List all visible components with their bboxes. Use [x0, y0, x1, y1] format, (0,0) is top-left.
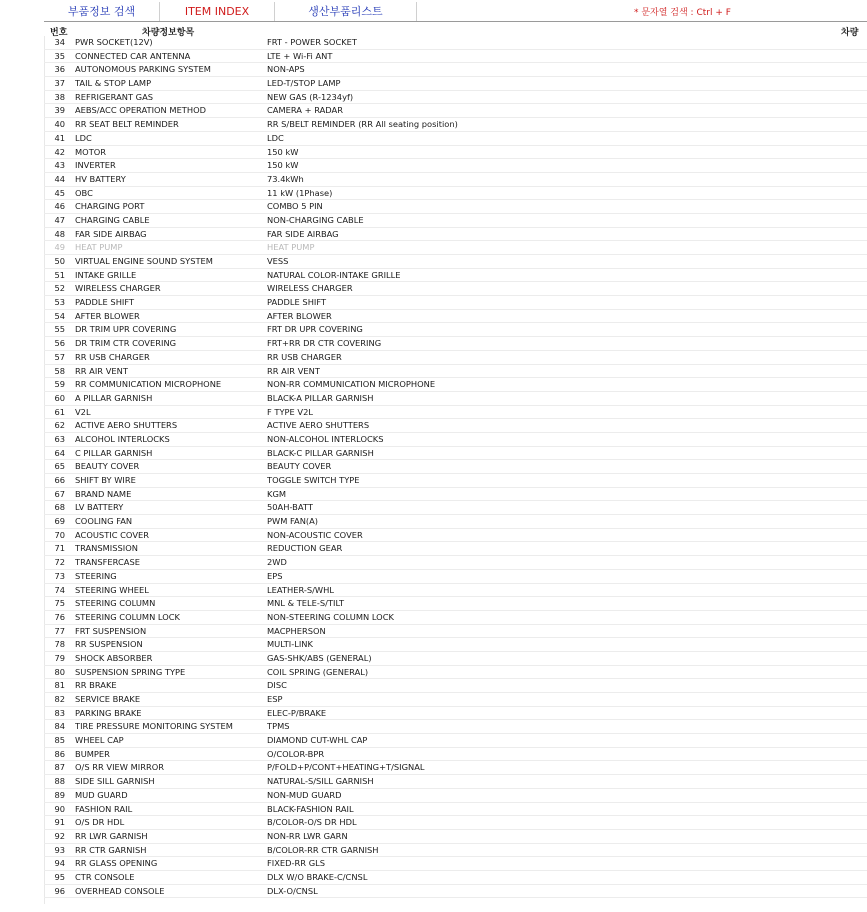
- row-number: 38: [54, 91, 65, 102]
- row-number: 95: [54, 871, 65, 882]
- row-item-name: OVERHEAD CONSOLE: [75, 885, 165, 896]
- row-item-value: LED-T/STOP LAMP: [267, 78, 341, 89]
- row-number: 50: [54, 256, 65, 266]
- table-row[interactable]: [44, 200, 867, 214]
- row-item-value: PWM FAN(A): [267, 516, 319, 527]
- row-item-name: CTR CONSOLE: [75, 871, 135, 882]
- table-row[interactable]: [44, 104, 867, 118]
- table-row[interactable]: [44, 282, 867, 296]
- row-item-name: O/S RR VIEW MIRROR: [75, 762, 165, 773]
- row-item-value: MNL & TELE-S/TILT: [267, 598, 345, 609]
- row-item-name: SIDE SILL GARNISH: [75, 776, 155, 787]
- table-row[interactable]: [44, 187, 867, 201]
- row-item-value: NEW GAS (R-1234yf): [267, 91, 354, 102]
- row-item-value: B/COLOR-O/S DR HDL: [267, 817, 357, 828]
- row-number: 76: [54, 611, 65, 622]
- row-item-name: BEAUTY COVER: [75, 461, 140, 472]
- row-number: 84: [54, 721, 65, 732]
- row-item-value: RR USB CHARGER: [267, 351, 342, 362]
- row-item-value: COIL SPRING (GENERAL): [267, 666, 369, 677]
- row-number: 85: [54, 735, 65, 746]
- row-item-value: FRT DR UPR COVERING: [267, 324, 363, 335]
- table-row[interactable]: [44, 214, 867, 228]
- row-item-name: AUTONOMOUS PARKING SYSTEM: [75, 64, 211, 75]
- row-item-value: DLX W/O BRAKE-C/CNSL: [267, 871, 368, 882]
- row-number: 64: [54, 447, 65, 458]
- row-item-value: BLACK-A PILLAR GARNISH: [267, 392, 374, 403]
- row-number: 82: [54, 694, 65, 704]
- table-row[interactable]: [44, 36, 867, 50]
- row-item-name: RR GLASS OPENING: [75, 858, 158, 869]
- row-item-name: RR LWR GARNISH: [75, 830, 148, 841]
- row-number: 71: [54, 543, 65, 554]
- row-item-name: INTAKE GRILLE: [75, 269, 137, 280]
- row-number: 96: [54, 885, 65, 896]
- row-item-value: DLX-O/CNSL: [267, 885, 318, 896]
- row-item-name: AEBS/ACC OPERATION METHOD: [75, 105, 207, 116]
- table-row[interactable]: [44, 241, 867, 255]
- table-row[interactable]: [44, 488, 867, 502]
- table-row[interactable]: [44, 419, 867, 433]
- row-number: 86: [54, 748, 65, 759]
- row-item-name: WIRELESS CHARGER: [75, 283, 161, 294]
- row-item-value: BLACK-C PILLAR GARNISH: [267, 447, 374, 458]
- row-item-name: TAIL & STOP LAMP: [75, 78, 152, 89]
- row-number: 78: [54, 639, 65, 650]
- table-row[interactable]: [44, 803, 867, 817]
- row-number: 83: [54, 707, 65, 718]
- row-item-name: SERVICE BRAKE: [75, 694, 141, 704]
- row-item-value: AFTER BLOWER: [267, 310, 332, 321]
- row-item-value: 50AH-BATT: [267, 502, 313, 513]
- row-number: 46: [54, 201, 65, 212]
- row-number: 92: [54, 830, 65, 841]
- row-item-name: AFTER BLOWER: [75, 310, 140, 321]
- table-row[interactable]: [44, 132, 867, 146]
- table-row[interactable]: [44, 885, 867, 899]
- row-number: 81: [54, 680, 65, 691]
- row-item-value: MULTI-LINK: [267, 639, 313, 650]
- row-item-value: NON-ALCOHOL INTERLOCKS: [267, 433, 384, 444]
- row-item-value: LTE + Wi-Fi ANT: [267, 50, 333, 61]
- row-item-value: NON-RR LWR GARN: [267, 830, 348, 841]
- table-row[interactable]: [44, 50, 867, 64]
- row-item-value: NON-CHARGING CABLE: [267, 214, 364, 225]
- tab-bar: [44, 2, 867, 22]
- row-item-value: DIAMOND CUT-WHL CAP: [267, 735, 368, 746]
- row-item-value: TOGGLE SWITCH TYPE: [267, 475, 360, 485]
- table-row[interactable]: [44, 269, 867, 283]
- column-header-item: 차량정보항목: [142, 28, 195, 38]
- row-number: 88: [54, 776, 65, 787]
- row-item-name: RR CTR GARNISH: [75, 844, 147, 855]
- row-number: 66: [54, 475, 65, 485]
- row-item-name: WHEEL CAP: [75, 735, 124, 746]
- row-item-value: NON-STEERING COLUMN LOCK: [267, 611, 394, 622]
- table-row[interactable]: [44, 529, 867, 543]
- table-row[interactable]: [44, 378, 867, 392]
- row-item-value: 150 kW: [267, 146, 299, 157]
- row-item-name: VIRTUAL ENGINE SOUND SYSTEM: [75, 256, 213, 266]
- row-item-value: HEAT PUMP: [267, 242, 315, 253]
- row-item-value: KGM: [267, 488, 287, 499]
- table-row[interactable]: [44, 337, 867, 351]
- row-item-value: 2WD: [267, 557, 287, 568]
- table-row[interactable]: [44, 830, 867, 844]
- table-row[interactable]: [44, 77, 867, 91]
- row-item-name: BUMPER: [75, 748, 110, 759]
- table-row[interactable]: [44, 365, 867, 379]
- row-item-name: TIRE PRESSURE MONITORING SYSTEM: [75, 721, 233, 732]
- row-item-name: DR TRIM CTR COVERING: [75, 338, 177, 349]
- table-row[interactable]: [44, 63, 867, 77]
- row-number: 44: [54, 173, 65, 184]
- row-item-name: PARKING BRAKE: [75, 707, 142, 718]
- table-row[interactable]: [44, 775, 867, 789]
- table-row[interactable]: [44, 597, 867, 611]
- row-item-name: REFRIGERANT GAS: [75, 91, 154, 102]
- row-number: 34: [54, 37, 65, 47]
- table-row[interactable]: [44, 638, 867, 652]
- row-item-name: COOLING FAN: [75, 516, 133, 527]
- table-row[interactable]: [44, 679, 867, 693]
- row-item-name: V2L: [75, 406, 91, 417]
- row-item-name: C PILLAR GARNISH: [75, 447, 153, 458]
- row-number: 48: [54, 228, 65, 239]
- table-row[interactable]: [44, 460, 867, 474]
- row-number: 45: [54, 187, 65, 198]
- row-item-value: EPS: [267, 570, 283, 581]
- row-item-value: NATURAL-S/SILL GARNISH: [267, 776, 374, 787]
- row-item-value: O/COLOR-BPR: [267, 748, 325, 759]
- row-number: 75: [54, 598, 65, 609]
- row-number: 72: [54, 557, 65, 568]
- row-item-name: CHARGING PORT: [75, 201, 145, 212]
- row-item-name: RR AIR VENT: [75, 365, 128, 376]
- row-number: 47: [54, 214, 65, 225]
- row-item-name: TRANSMISSION: [75, 543, 138, 554]
- row-number: 59: [54, 379, 65, 390]
- row-item-value: BEAUTY COVER: [267, 461, 332, 472]
- row-number: 79: [54, 652, 65, 663]
- row-item-name: RR BRAKE: [75, 680, 117, 691]
- row-item-value: 150 kW: [267, 160, 299, 171]
- row-item-name: MUD GUARD: [75, 789, 128, 800]
- row-number: 36: [54, 64, 65, 75]
- row-item-name: MOTOR: [75, 146, 107, 157]
- row-number: 54: [54, 310, 65, 321]
- table-row[interactable]: [44, 584, 867, 598]
- table-row[interactable]: [44, 857, 867, 871]
- row-item-value: TPMS: [267, 721, 290, 732]
- table-row[interactable]: [44, 351, 867, 365]
- row-item-value: LEATHER-S/WHL: [267, 584, 334, 595]
- row-item-name: SHOCK ABSORBER: [75, 652, 153, 663]
- row-item-name: BRAND NAME: [75, 488, 132, 499]
- row-item-name: DR TRIM UPR COVERING: [75, 324, 177, 335]
- row-number: 68: [54, 502, 65, 513]
- row-item-name: STEERING WHEEL: [75, 584, 149, 595]
- table-row[interactable]: [44, 542, 867, 556]
- table-row[interactable]: [44, 625, 867, 639]
- row-item-name: RR SEAT BELT REMINDER: [75, 119, 179, 130]
- row-item-value: 73.4kWh: [267, 173, 304, 184]
- row-item-value: DISC: [267, 680, 287, 691]
- row-number: 70: [54, 529, 65, 540]
- tab-item-index[interactable]: ITEM INDEX: [160, 2, 275, 21]
- row-number: 65: [54, 461, 65, 472]
- row-item-value: LDC: [267, 132, 284, 143]
- row-item-value: MACPHERSON: [267, 625, 326, 636]
- table-row[interactable]: [44, 255, 867, 269]
- row-item-name: SHIFT BY WIRE: [75, 475, 136, 485]
- row-item-value: NON-RR COMMUNICATION MICROPHONE: [267, 379, 436, 390]
- table-row[interactable]: [44, 789, 867, 803]
- row-item-value: ELEC-P/BRAKE: [267, 707, 327, 718]
- table-row[interactable]: [44, 310, 867, 324]
- table-row[interactable]: [44, 173, 867, 187]
- table-row[interactable]: [44, 515, 867, 529]
- table-row[interactable]: [44, 91, 867, 105]
- row-number: 37: [54, 78, 65, 89]
- row-number: 63: [54, 433, 65, 444]
- table-row[interactable]: [44, 816, 867, 830]
- row-item-value: GAS-SHK/ABS (GENERAL): [267, 652, 372, 663]
- column-header-vehicle: 차량: [841, 28, 859, 38]
- row-item-value: NON-ACOUSTIC COVER: [267, 529, 363, 540]
- row-item-name: FAR SIDE AIRBAG: [75, 228, 147, 239]
- row-number: 90: [54, 803, 65, 814]
- row-item-name: RR COMMUNICATION MICROPHONE: [75, 379, 222, 390]
- row-item-name: ACOUSTIC COVER: [75, 529, 149, 540]
- row-item-value: WIRELESS CHARGER: [267, 283, 353, 294]
- row-number: 60: [54, 392, 65, 403]
- table-row[interactable]: [44, 611, 867, 625]
- row-number: 42: [54, 146, 65, 157]
- table-row[interactable]: [44, 871, 867, 885]
- row-number: 67: [54, 488, 65, 499]
- row-number: 94: [54, 858, 65, 869]
- row-item-value: P/FOLD+P/CONT+HEATING+T/SIGNAL: [267, 762, 425, 773]
- row-number: 51: [54, 269, 65, 280]
- row-item-name: CHARGING CABLE: [75, 214, 150, 225]
- table-row[interactable]: [44, 406, 867, 420]
- row-item-value: FIXED-RR GLS: [267, 858, 326, 869]
- row-item-value: NATURAL COLOR-INTAKE GRILLE: [267, 269, 401, 280]
- row-item-name: CONNECTED CAR ANTENNA: [75, 50, 191, 61]
- row-item-name: FRT SUSPENSION: [75, 625, 147, 636]
- row-item-name: OBC: [75, 187, 93, 198]
- tab-production-parts[interactable]: 생산부품리스트: [275, 2, 417, 21]
- row-item-value: PADDLE SHIFT: [267, 297, 327, 308]
- table-row[interactable]: [44, 666, 867, 680]
- row-number: 93: [54, 844, 65, 855]
- table-row[interactable]: [44, 433, 867, 447]
- column-header-number: 번호: [50, 28, 68, 38]
- row-item-name: TRANSFERCASE: [75, 557, 140, 568]
- table-row[interactable]: [44, 707, 867, 721]
- row-item-name: INVERTER: [75, 160, 116, 171]
- row-item-value: FAR SIDE AIRBAG: [267, 228, 339, 239]
- row-item-name: STEERING COLUMN: [75, 598, 156, 609]
- row-item-name: HV BATTERY: [75, 173, 126, 184]
- row-item-name: LV BATTERY: [75, 502, 124, 513]
- row-item-name: PADDLE SHIFT: [75, 297, 135, 308]
- table-row[interactable]: [44, 296, 867, 310]
- row-number: 41: [54, 132, 65, 143]
- row-number: 55: [54, 324, 65, 335]
- table-row[interactable]: [44, 556, 867, 570]
- row-item-value: REDUCTION GEAR: [267, 543, 343, 554]
- row-item-value: 11 kW (1Phase): [267, 187, 333, 198]
- row-item-value: ESP: [267, 694, 283, 704]
- row-number: 80: [54, 666, 65, 677]
- row-number: 57: [54, 351, 65, 362]
- table-row[interactable]: [44, 447, 867, 461]
- row-number: 43: [54, 160, 65, 171]
- row-item-value: FRT - POWER SOCKET: [267, 37, 357, 47]
- row-item-name: ACTIVE AERO SHUTTERS: [75, 420, 178, 431]
- row-item-name: PWR SOCKET(12V): [75, 37, 153, 47]
- row-number: 52: [54, 283, 65, 294]
- row-number: 77: [54, 625, 65, 636]
- row-number: 61: [54, 406, 65, 417]
- table-row[interactable]: [44, 652, 867, 666]
- row-item-value: ACTIVE AERO SHUTTERS: [267, 420, 370, 431]
- row-item-name: HEAT PUMP: [75, 242, 123, 253]
- table-row[interactable]: [44, 474, 867, 488]
- search-hint: * 문자열 검색 : Ctrl + F: [634, 8, 731, 18]
- row-item-name: FASHION RAIL: [75, 803, 133, 814]
- row-item-value: BLACK-FASHION RAIL: [267, 803, 354, 814]
- row-number: 35: [54, 50, 65, 61]
- table-row[interactable]: [44, 693, 867, 707]
- row-item-name: STEERING: [75, 570, 117, 581]
- row-item-value: B/COLOR-RR CTR GARNISH: [267, 844, 379, 855]
- tab-parts-search[interactable]: 부품정보 검색: [44, 2, 160, 21]
- table-row[interactable]: [44, 844, 867, 858]
- table-row[interactable]: [44, 570, 867, 584]
- table-row[interactable]: [44, 159, 867, 173]
- row-item-value: NON-APS: [267, 64, 305, 75]
- row-number: 39: [54, 105, 65, 116]
- row-number: 73: [54, 570, 65, 581]
- row-number: 87: [54, 762, 65, 773]
- row-number: 74: [54, 584, 65, 595]
- row-number: 49: [54, 242, 65, 253]
- row-number: 69: [54, 516, 65, 527]
- table-row[interactable]: [44, 118, 867, 132]
- row-item-value: RR S/BELT REMINDER (RR All seating position): [267, 119, 458, 130]
- table-row[interactable]: [44, 748, 867, 762]
- row-item-name: STEERING COLUMN LOCK: [75, 611, 181, 622]
- row-item-value: NON-MUD GUARD: [267, 789, 342, 800]
- row-number: 91: [54, 817, 65, 828]
- item-table: [44, 36, 867, 898]
- row-item-value: F TYPE V2L: [267, 406, 314, 417]
- table-row[interactable]: [44, 720, 867, 734]
- table-row[interactable]: [44, 501, 867, 515]
- row-item-value: RR AIR VENT: [267, 365, 320, 376]
- row-number: 62: [54, 420, 65, 431]
- table-row[interactable]: [44, 323, 867, 337]
- row-number: 58: [54, 365, 65, 376]
- row-item-name: O/S DR HDL: [75, 817, 125, 828]
- row-item-name: A PILLAR GARNISH: [75, 392, 153, 403]
- row-item-name: LDC: [75, 132, 92, 143]
- row-number: 89: [54, 789, 65, 800]
- row-item-name: SUSPENSION SPRING TYPE: [75, 666, 186, 677]
- table-row[interactable]: [44, 228, 867, 242]
- row-item-value: VESS: [267, 256, 289, 266]
- table-row[interactable]: [44, 392, 867, 406]
- row-item-name: RR USB CHARGER: [75, 351, 150, 362]
- row-number: 40: [54, 119, 65, 130]
- row-number: 56: [54, 338, 65, 349]
- row-item-value: CAMERA + RADAR: [267, 105, 343, 116]
- row-item-name: RR SUSPENSION: [75, 639, 143, 650]
- table-row[interactable]: [44, 761, 867, 775]
- row-item-name: ALCOHOL INTERLOCKS: [75, 433, 170, 444]
- row-number: 53: [54, 297, 65, 308]
- table-row[interactable]: [44, 734, 867, 748]
- row-item-value: FRT+RR DR CTR COVERING: [267, 338, 382, 349]
- row-item-value: COMBO 5 PIN: [267, 201, 323, 212]
- table-row[interactable]: [44, 146, 867, 160]
